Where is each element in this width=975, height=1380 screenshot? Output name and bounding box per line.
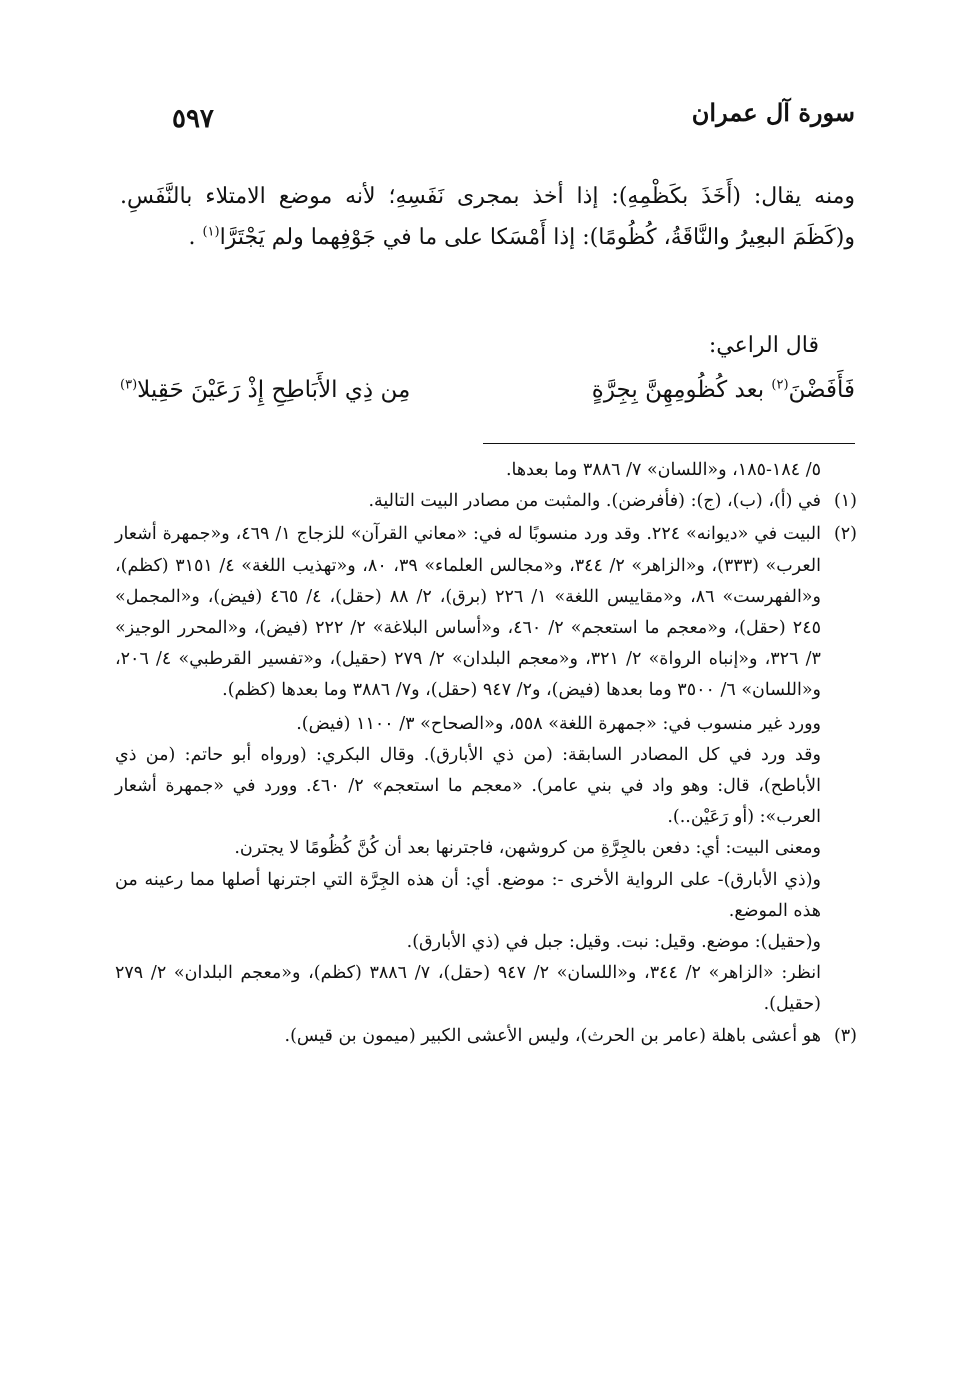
page-number: ٥٩٧ [172,104,214,134]
poet-intro: قال الراعي: [708,333,819,358]
poetry-verse [120,377,855,417]
footnote-2-para-unattributed: وورد غير منسوب في: «جمهرة اللغة» ٥٥٨، و«الصحاح» ٣/ ١١٠٠ (فيض). [296,713,821,734]
footnote-2-para-see-also: انظر: «الزاهر» ٢/ ٣٤٤، و«اللسان» ٢/ ٩٤٧ (حقل)، ٧/ ٣٨٨٦ (كظم)، و«معجم البلدان» ٢/ ٢٧٩ (حقيل). [115,963,821,1015]
main-text: ومنه يقال: (أَخَذَ بكَظْمِهِ): إذا أخذ بمجرى نَفَسِهِ؛ لأنه موضع الامتلاء بالنَّفَسِ. و(كَظَمَ البعِيرُ والنَّاقَةُ، كُظُومًا): إذا أَمْسَكا على ما في جَوْفِهما ولم يَجْتَرَّا [120,184,855,250]
footnote-2-para-haqil: و(حقيل): موضع. وقيل: نبت. وقيل: جبل في (ذي الأبارق). [406,932,821,953]
footnote-2-para-meaning: ومعنى البيت: أي: دفعن بالجِرَّةِ من كروشهن، فاجترنها بعد أن كُنَّ كُظُومًا لا يجترن. [234,838,821,859]
footnote-ref-1: (١) [202,224,220,240]
footnotes-section [115,455,857,1054]
verse-second-hemistich [120,377,410,403]
footnote-3-text: هو أعشى باهلة (عامر بن الحرث)، وليس الأعشى الكبير (ميمون بن قيس). [284,1025,821,1046]
footnote-ref-2: (٢) [771,377,789,393]
footnote-3-number: (٣) [833,1025,857,1046]
footnote-2-para-variant: وقد ورد في كل المصادر السابقة: (من ذي الأبارق). وقال البكري: (ورواه أبو حاتم: (من ذي الأباطح)، قال: وهو واد في بني عامر). «معجم ما استعجم» ٢/ ٤٦٠. وورد في «جمهرة أشعار العرب»: (أو رَعَيْن..). [115,744,821,828]
main-text-end: . [188,225,203,250]
footnote-1-text: في (أ)، (ب)، (ج): (فأفرضن). والمثبت من مصادر البيت التالية. [368,491,821,512]
footnote-separator [483,443,855,444]
verse-first-hemistich [592,377,855,403]
page-header [120,98,855,138]
main-paragraph [120,176,855,258]
footnote-2-para-abariq: و(ذي الأبارق)- على الرواية الأخرى -: موضع. أي: أن هذه الجِرَّة التي اجترنها أصلها مما رعينه من هذه الموضع. [115,869,821,921]
footnote-3 [115,1021,857,1052]
main-paragraph-text [120,176,855,258]
footnote-2-number: (٢) [833,524,857,545]
footnote-ref-3: (٣) [120,377,138,393]
verse-first-rest: بعد كُظُومِهِنَّ بِجِرَّةٍ [591,377,772,403]
running-title: سورة آل عمران [691,98,855,127]
footnote-1 [115,486,857,517]
footnote-2-text: البيت في «ديوانه» ٢٢٤. وقد ورد منسوبًا له في: «معاني القرآن» للزجاج ١/ ٤٦٩، و«جمهرة أشعار العرب» (٣٣٣)، و«الزاهر» ٢/ ٣٤٤، و«مجالس العلماء» ٣٩، ٨٠، و«تهذيب اللغة» ٤/ ٣١٥١ (كظم)، و«الفهرست» ٨٦، و«مقاييس اللغة» ١/ ٢٢٦ (برق)، ٢/ ٨٨ (حقل)، ٤/ ٤٦٥ (فيض)، و«المجمل» ٢٤٥ (حقل)، و«معجم ما استعجم» ٢/ ٤٦٠، و«أساس البلاغة» ٢/ ٢٢٢ (فيض)، و«المحرر الوجيز» ٣/ ٣٢٦، و«إنباه الرواة» ٢/ ٣٢١، و«معجم البلدان» ٢/ ٢٧٩ (حقيل)، و«تفسير القرطبي» ٤/ ٢٠٦، و«اللسان» ٦/ ٣٥٠٠ وما بعدها (فيض)، و٢/ ٩٤٧ (حقل)، و٧/ ٣٨٨٦ وما بعدها (كظم). [115,524,822,701]
footnote-2 [115,519,857,706]
verse-second-text: مِن ذِي الأَبَاطِحِ إِذْ رَعَيْنَ حَقِيلا [137,377,411,403]
footnote-continuation: ٥/ ١٨٤-١٨٥، و«اللسان» ٧/ ٣٨٨٦ وما بعدها. [505,460,821,480]
footnote-1-number: (١) [833,491,857,512]
verse-first-word: فَأَفَضْنَ [788,377,855,403]
